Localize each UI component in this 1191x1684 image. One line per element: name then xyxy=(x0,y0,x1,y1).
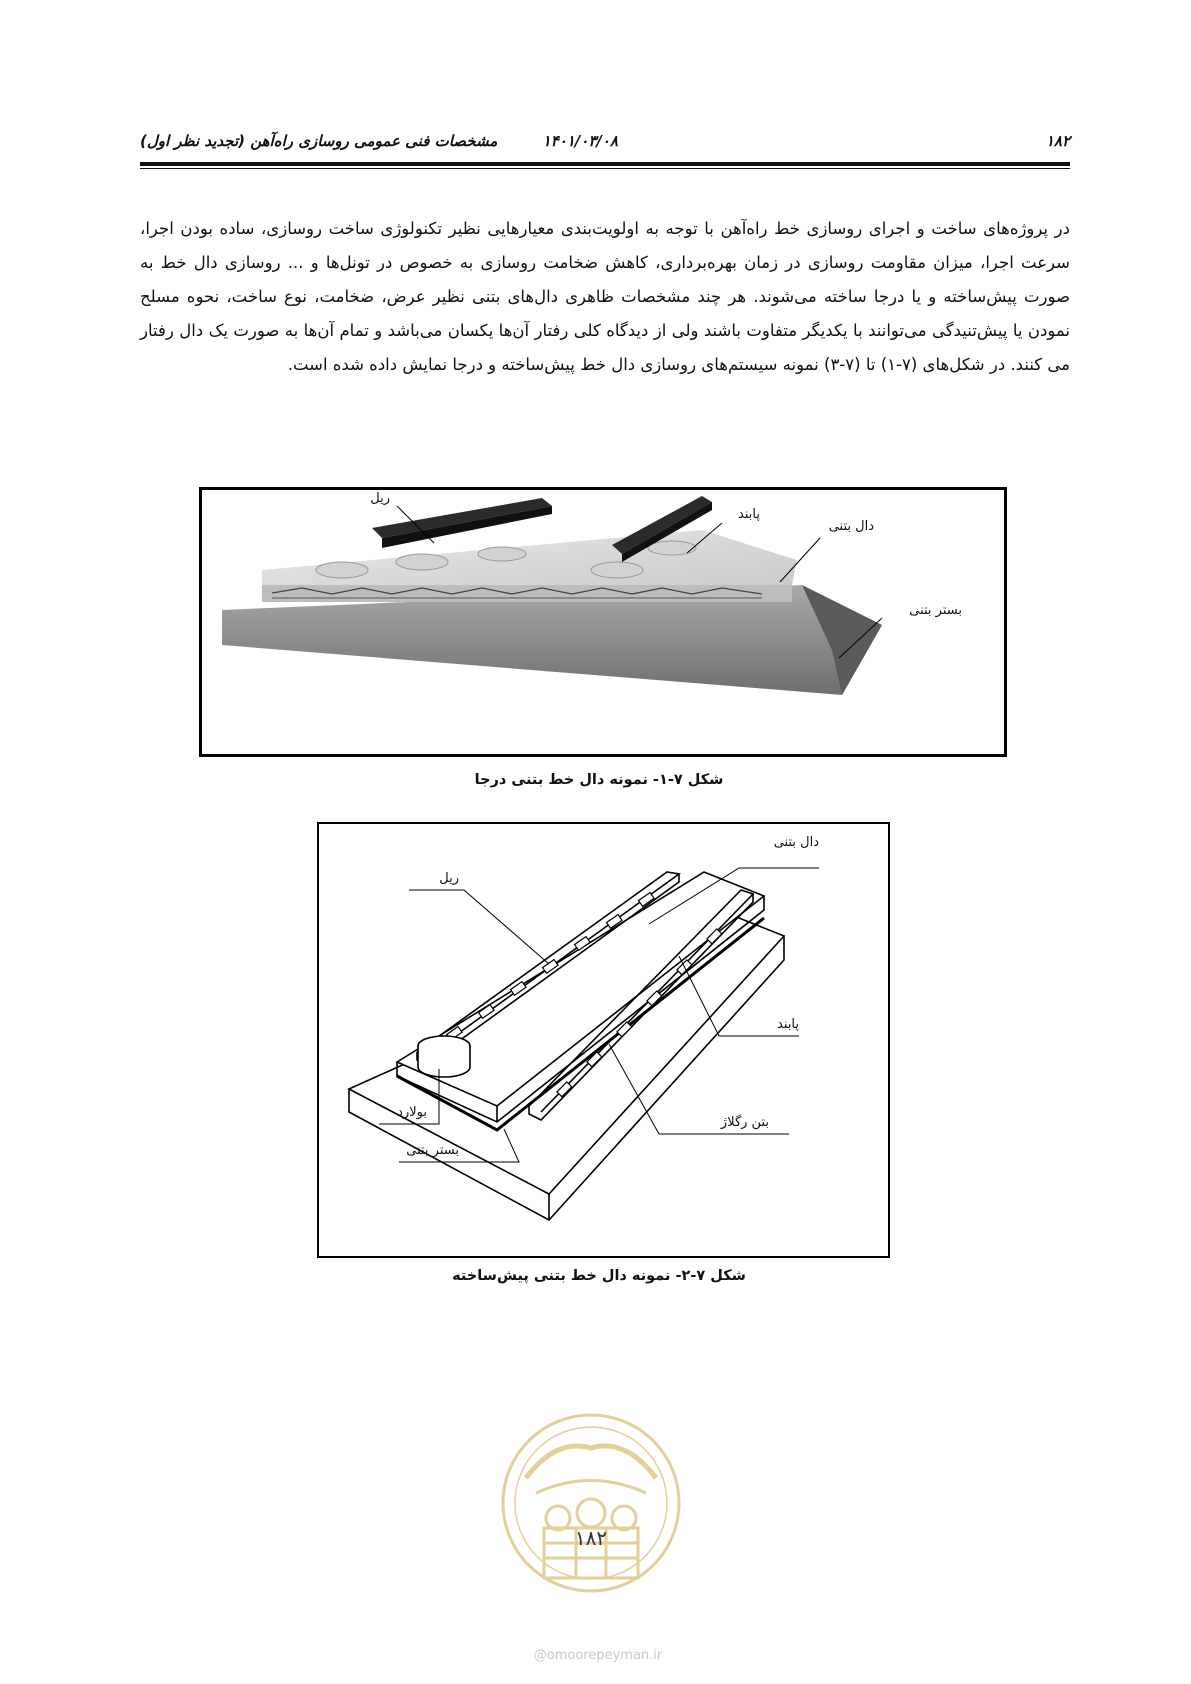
figure-1-label-base: بستر بتنی xyxy=(909,603,962,618)
figure-2-caption: شکل ۷-۲- نمونه دال خط بتنی پیش‌ساخته xyxy=(452,1268,746,1284)
watermark-url: @omoorepeyman.ir xyxy=(533,1648,663,1663)
figure-2-image xyxy=(319,824,888,1256)
figure-1-caption: شکل ۷-۱- نمونه دال خط بتنی درجا xyxy=(474,772,724,788)
header-rule-thin xyxy=(140,168,1070,169)
figure-2-label-rail: ریل xyxy=(439,871,459,886)
page-number: ۱۸۲ xyxy=(1045,132,1070,150)
figure-1-image xyxy=(202,490,1004,754)
figure-2-frame xyxy=(317,822,890,1258)
figure-2-label-grout: بتن رگلاژ xyxy=(720,1115,769,1130)
figure-1-label-rail: ریل xyxy=(370,491,390,506)
header-date: ۱۴۰۱/۰۳/۰۸ xyxy=(542,132,618,150)
watermark-page-number: ۱۸۲ xyxy=(574,1526,608,1550)
figure-2-label-fastener: پابند xyxy=(777,1017,799,1032)
body-text xyxy=(140,212,1070,382)
header-title: مشخصات فنی عمومی روسازی راه‌آهن (تجدید نظر اول) xyxy=(140,132,498,150)
page-header xyxy=(140,118,1070,158)
figure-2-label-bollard: بولارد xyxy=(397,1105,427,1120)
body-paragraph: در پروژه‌های ساخت و اجرای روسازی خط راه‌آهن با توجه به اولویت‌بندی معیارهایی نظیر تکنولوژی ساخت روسازی، ساده بودن اجرا، سرعت اجرا، میزان مقاومت روسازی در زمان بهره‌برداری، کاهش ضخامت روسازی به خصوص در تونل‌ها و ... روسازی دال خط به صورت پیش‌ساخته و یا درجا ساخته می‌شوند. هر چند مشخصات ظاهری دال‌های بتنی نظیر عرض، ضخامت، نوع ساخت، نحوه مسلح نمودن یا پیش‌تنیدگی می‌توانند با یکدیگر متفاوت باشند ولی از دیدگاه کلی رفتار آن‌ها یکسان می‌باشد و تمام آن‌ها به صورت یک دال رفتار می کنند. در شکل‌های (۷-۱) تا (۷-۳) نمونه سیستم‌های روسازی دال خط پیش‌ساخته و درجا نمایش داده شده است. xyxy=(140,219,1070,374)
figure-2-label-base: بستر بتنی xyxy=(406,1143,459,1158)
figure-1-label-slab: دال بتنی xyxy=(828,519,874,534)
header-rule-thick xyxy=(140,162,1070,166)
figure-1-label-fastener: پابند xyxy=(738,507,760,522)
figure-2-label-slab: دال بتنی xyxy=(773,835,819,850)
figure-1-frame xyxy=(199,487,1007,757)
watermark-logo xyxy=(496,1408,686,1598)
